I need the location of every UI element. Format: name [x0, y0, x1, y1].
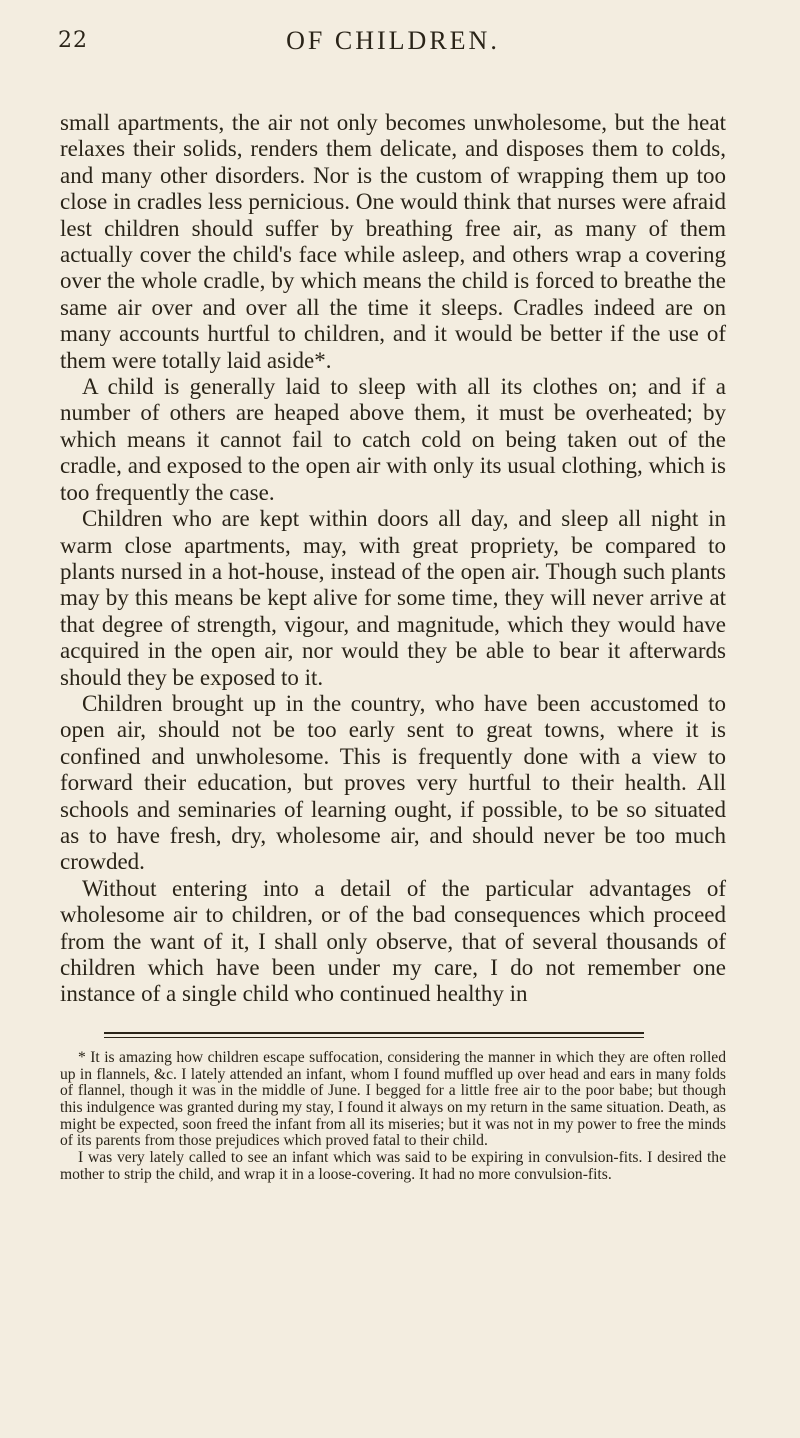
paragraph: small apartments, the air not only becomes unwholesome, but the heat relaxes their solids, renders them delicate, and disposes them to colds, and many other disorders. Nor is the custom of wrapping them up too close in cradles less pernicious. One would think that nurses were afraid lest children should suffer by breathing free air, as many of them actually cover the child's face while asleep, and others wrap a covering over the whole cradle, by which means the child is forced to breathe the same air over and over all the time it sleeps. Cradles indeed are on many accounts hurtful to children, and it would be better if the use of them were totally laid aside*.: [60, 110, 726, 373]
footnote-separator-rule: [104, 1032, 644, 1038]
footnote: I was very lately called to see an infant which was said to be expiring in convulsion-fits. I desired the mother to strip the child, and wrap it in a loose-covering. It had no more convulsion-fits.: [60, 1149, 726, 1183]
running-head: OF CHILDREN.: [286, 26, 500, 55]
paragraph: A child is generally laid to sleep with all its clothes on; and if a number of others are heaped above them, it must be overheated; by which means it cannot fail to catch cold on being taken out of the cradle, and exposed to the open air with only its usual clothing, which is too frequently the case.: [60, 374, 726, 505]
page-header: [60, 22, 726, 72]
paragraph: Without entering into a detail of the particular advantages of wholesome air to children, or of the bad consequences which proceed from the want of it, I shall only observe, that of several thousands of children which have been under my care, I do not remember one instance of a single child who continued healthy in: [60, 875, 726, 1007]
footnote: * It is amazing how children escape suffocation, considering the manner in which they are often rolled up in flannels, &c. I lately attended an infant, whom I found muffled up over head and ears in many folds of flannel, though it was in the middle of June. I begged for a little free air to the poor babe; but though this indulgence was granted during my stay, I found it always on my return in the same situation. Death, as might be expected, soon freed the infant from all its miseries; but it was not in my power to free the minds of its parents from those prejudices which proved fatal to their child.: [60, 1048, 726, 1150]
page-number: 22: [58, 28, 88, 53]
paragraph: Children brought up in the country, who have been accustomed to open air, should not be too early sent to great towns, where it is confined and unwholesome. This is frequently done with a view to forward their education, but proves very hurtful to their health. All schools and seminaries of learning ought, if possible, to be so situated as to have fresh, dry, wholesome air, and should never be too much crowded.: [60, 690, 726, 875]
footnotes: [60, 1050, 726, 1184]
paragraph: Children who are kept within doors all day, and sleep all night in warm close apartments, may, with great propriety, be compared to plants nursed in a hot-house, instead of the open air. Though such plants may by this means be kept alive for some time, they will never arrive at that degree of strength, vigour, and magnitude, which they would have acquired in the open air, nor would they be able to bear it afterwards should they be exposed to it.: [60, 506, 726, 690]
main-text: [60, 110, 726, 1008]
